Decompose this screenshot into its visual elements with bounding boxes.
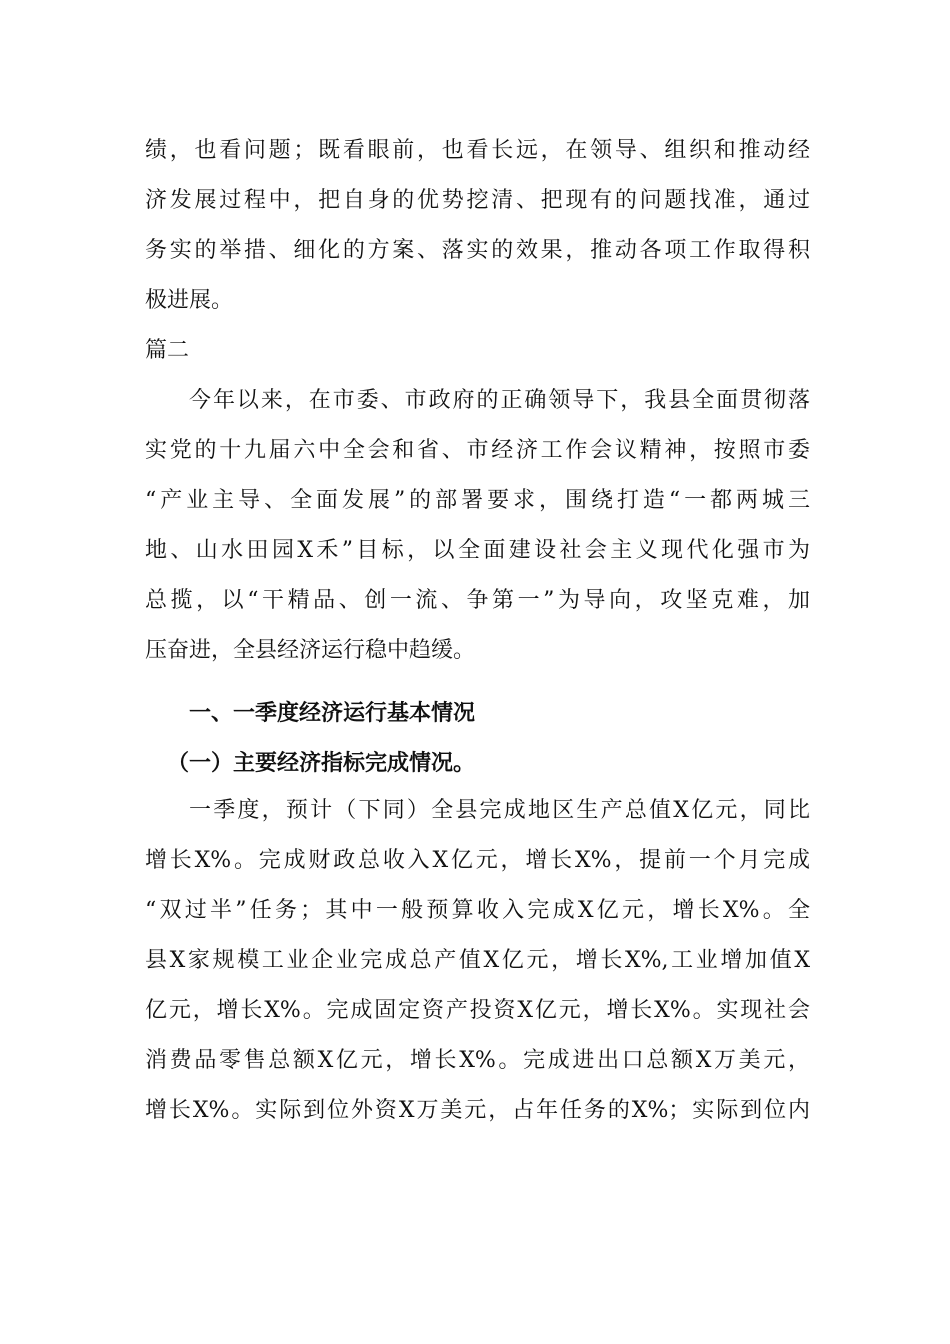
intro-line-4: 地、山水田园X禾”目标，以全面建设社会主义现代化强市为 bbox=[145, 538, 810, 563]
continuation-line-4: 极进展。 bbox=[145, 288, 234, 313]
continuation-line-2: 济发展过程中，把自身的优势挖清、把现有的问题找准，通过 bbox=[145, 188, 810, 213]
intro-line-3: “产业主导、全面发展”的部署要求，围绕打造“一都两城三 bbox=[145, 488, 810, 513]
section-label: 篇二 bbox=[145, 338, 190, 363]
subsection-heading: （一）主要经济指标完成情况。 bbox=[167, 750, 476, 776]
body-line-7: 增长X%。实际到位外资X万美元，占年任务的X%；实际到位内 bbox=[145, 1098, 810, 1123]
intro-line-1: 今年以来，在市委、市政府的正确领导下，我县全面贯彻落 bbox=[189, 388, 810, 413]
body-line-2: 增长X%。完成财政总收入X亿元，增长X%，提前一个月完成 bbox=[145, 848, 810, 873]
body-line-5: 亿元，增长X%。完成固定资产投资X亿元，增长X%。实现社会 bbox=[145, 998, 810, 1023]
continuation-line-1: 绩，也看问题；既看眼前，也看长远，在领导、组织和推动经 bbox=[145, 138, 810, 163]
body-line-4: 县X家规模工业企业完成总产值X亿元，增长X%,工业增加值X bbox=[145, 948, 810, 973]
body-line-3: “双过半”任务；其中一般预算收入完成X亿元，增长X%。全 bbox=[145, 898, 810, 923]
section-heading: 一、一季度经济运行基本情况 bbox=[189, 700, 476, 726]
intro-line-6: 压奋进，全县经济运行稳中趋缓。 bbox=[145, 638, 476, 663]
intro-line-5: 总揽，以“干精品、创一流、争第一”为导向，攻坚克难，加 bbox=[145, 588, 810, 613]
body-line-1: 一季度，预计（下同）全县完成地区生产总值X亿元，同比 bbox=[189, 798, 810, 823]
intro-line-2: 实党的十九届六中全会和省、市经济工作会议精神，按照市委 bbox=[145, 438, 810, 463]
body-line-6: 消费品零售总额X亿元，增长X%。完成进出口总额X万美元， bbox=[145, 1048, 810, 1073]
continuation-line-3: 务实的举措、细化的方案、落实的效果，推动各项工作取得积 bbox=[145, 238, 810, 263]
